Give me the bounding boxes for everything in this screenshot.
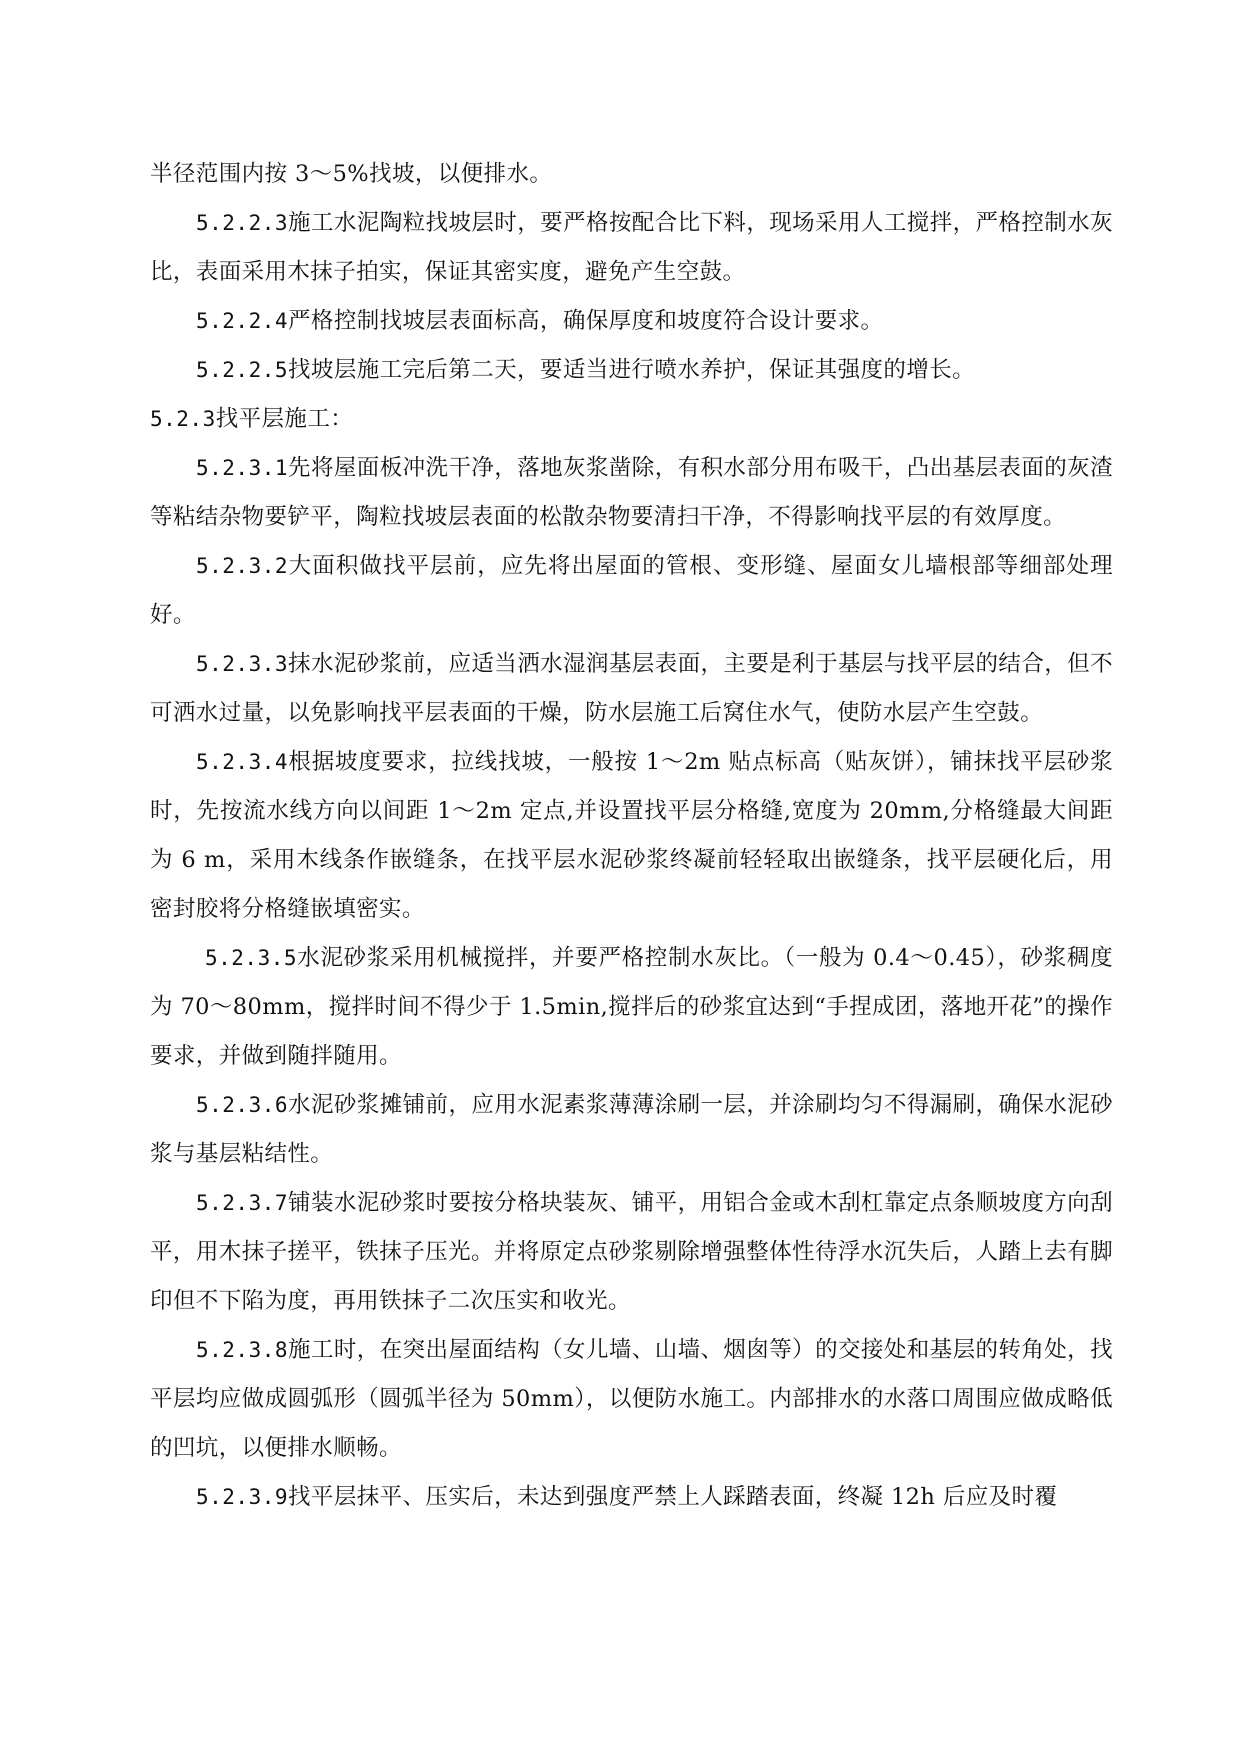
section-number: 5.2.3.3 — [196, 652, 289, 676]
paragraph-text: 施工时，在突出屋面结构（女儿墙、山墙、烟囱等）的交接处和基层的转角处，找平层均应做成圆弧形（圆弧半径为 50mm），以便防水施工。内部排水的水落口周围应做成略低的凹坑，以便排水顺畅。 — [150, 1337, 1113, 1461]
paragraph-text: 先将屋面板冲洗干净，落地灰浆凿除，有积水部分用布吸干，凸出基层表面的灰渣等粘结杂物要铲平，陶粒找坡层表面的松散杂物要清扫干净，不得影响找平层的有效厚度。 — [150, 455, 1113, 530]
paragraph-5-2-3-4 — [150, 738, 1113, 934]
section-heading-text: 找平层施工： — [215, 406, 354, 432]
paragraph-5-2-3-6 — [150, 1081, 1113, 1179]
section-number: 5.2.3.4 — [196, 750, 289, 774]
paragraph-5-2-3-9 — [150, 1473, 1113, 1522]
document-body — [150, 150, 1113, 1522]
paragraph-text: 找平层抹平、压实后，未达到强度严禁上人踩踏表面，终凝 12h 后应及时覆 — [288, 1484, 1058, 1510]
paragraph-text: 抹水泥砂浆前，应适当洒水湿润基层表面，主要是利于基层与找平层的结合，但不可洒水过量，以免影响找平层表面的干燥，防水层施工后窝住水气，使防水层产生空鼓。 — [150, 651, 1113, 726]
section-number: 5.2.2.5 — [196, 358, 289, 382]
paragraph-5-2-2-5 — [150, 346, 1113, 395]
paragraph-5-2-2-4 — [150, 297, 1113, 346]
paragraph-text: 大面积做找平层前，应先将出屋面的管根、变形缝、屋面女儿墙根部等细部处理好。 — [150, 553, 1113, 628]
paragraph-5-2-3-3 — [150, 640, 1113, 738]
section-number: 5.2.3.8 — [196, 1338, 289, 1362]
paragraph-5-2-2-3 — [150, 199, 1113, 297]
paragraph-5-2-3-1 — [150, 444, 1113, 542]
paragraph-5-2-3-8 — [150, 1326, 1113, 1473]
section-number: 5.2.3 — [150, 407, 216, 431]
section-number: 5.2.3.1 — [196, 456, 289, 480]
section-number: 5.2.3.2 — [196, 554, 289, 578]
paragraph-text: 水泥砂浆采用机械搅拌，并要严格控制水灰比。（一般为 0.4～0.45），砂浆稠度为 70～80mm，搅拌时间不得少于 1.5min,搅拌后的砂浆宜达到“手捏成团，落地开花”的操作要求，并做到随拌随用。 — [150, 945, 1113, 1069]
section-number: 5.2.3.6 — [196, 1093, 289, 1117]
paragraph-5-2-3-5 — [150, 934, 1113, 1081]
section-heading-5-2-3 — [150, 395, 1113, 444]
section-number: 5.2.3.5 — [205, 946, 298, 970]
paragraph-text: 水泥砂浆摊铺前，应用水泥素浆薄薄涂刷一层，并涂刷均匀不得漏刷，确保水泥砂浆与基层粘结性。 — [150, 1092, 1113, 1167]
section-number: 5.2.3.9 — [196, 1485, 289, 1509]
section-number: 5.2.2.3 — [196, 211, 289, 235]
section-number: 5.2.3.7 — [196, 1191, 289, 1215]
paragraph-text: 半径范围内按 3～5%找坡，以便排水。 — [150, 161, 553, 187]
paragraph-text: 根据坡度要求，拉线找坡，一般按 1～2m 贴点标高（贴灰饼），铺抹找平层砂浆时，先按流水线方向以间距 1～2m 定点,并设置找平层分格缝,宽度为 20mm,分格缝最大间距为 6 m，采用木线条作嵌缝条，在找平层水泥砂浆终凝前轻轻取出嵌缝条，找平层硬化后，用密封胶将分格缝嵌填密实。 — [150, 749, 1113, 922]
paragraph-5-2-3-2 — [150, 542, 1113, 640]
paragraph-text: 严格控制找坡层表面标高，确保厚度和坡度符合设计要求。 — [288, 308, 884, 334]
section-number: 5.2.2.4 — [196, 309, 289, 333]
paragraph-text: 铺装水泥砂浆时要按分格块装灰、铺平，用铝合金或木刮杠靠定点条顺坡度方向刮平，用木抹子搓平，铁抹子压光。并将原定点砂浆剔除增强整体性待浮水沉失后，人踏上去有脚印但不下陷为度，再用铁抹子二次压实和收光。 — [150, 1190, 1113, 1314]
paragraph-text: 施工水泥陶粒找坡层时，要严格按配合比下料，现场采用人工搅拌，严格控制水灰比，表面采用木抹子拍实，保证其密实度，避免产生空鼓。 — [150, 210, 1113, 285]
paragraph-5-2-3-7 — [150, 1179, 1113, 1326]
paragraph-text: 找坡层施工完后第二天，要适当进行喷水养护，保证其强度的增长。 — [288, 357, 976, 383]
paragraph-continuation — [150, 150, 1113, 199]
